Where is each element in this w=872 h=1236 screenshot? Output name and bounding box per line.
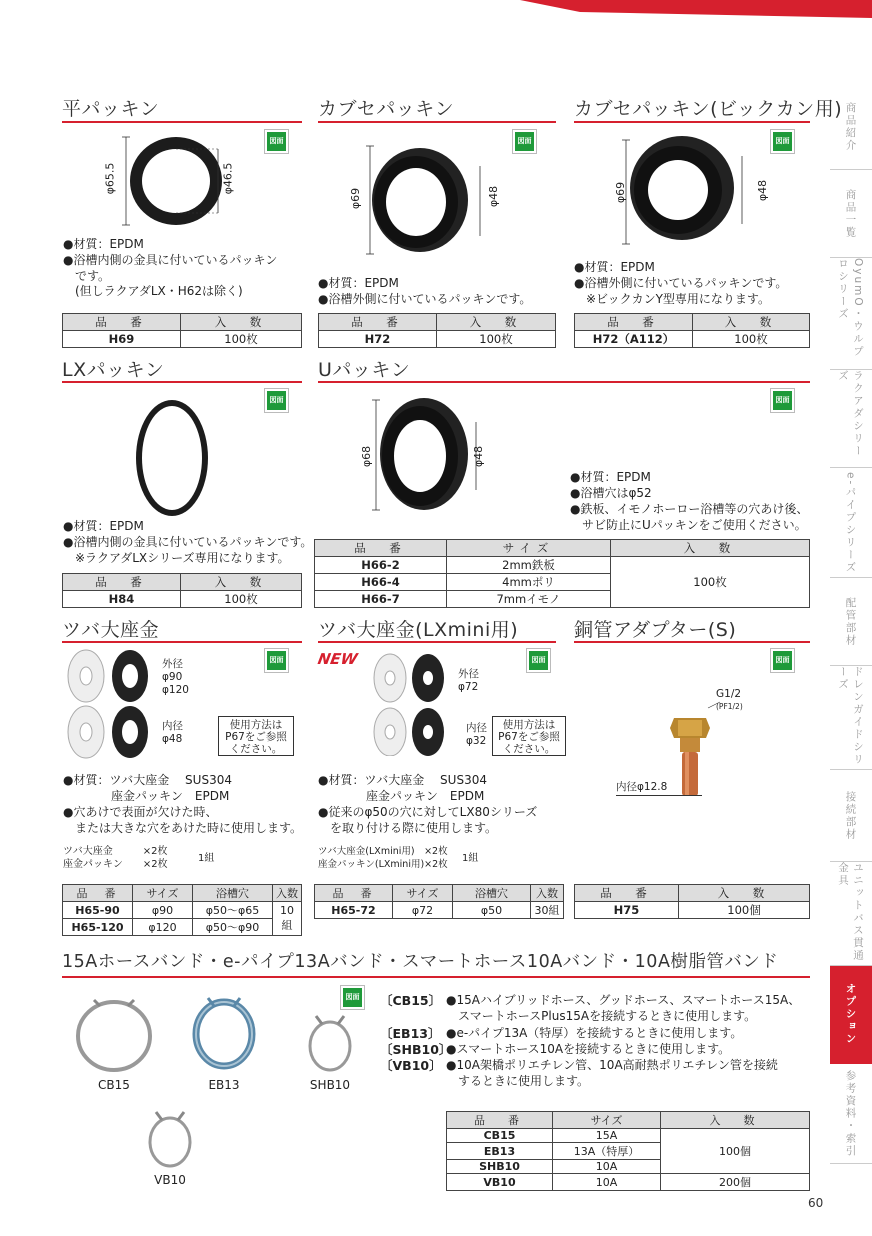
new-badge: NEW — [316, 650, 359, 668]
sidebar-item-product-intro[interactable]: 商品紹介 — [830, 84, 872, 170]
spec-table-u: 品 番 サイズ 入 数 H66-2 2mm鉄板 100枚 H66-4 4mmポリ H66-7 7mmイモノ — [314, 539, 810, 608]
sidebar-item-epipe[interactable]: e-パイプシリーズ — [830, 468, 872, 578]
page-number: 60 — [808, 1196, 824, 1210]
usage-note: 使用方法は P67をご参照 ください。 — [492, 716, 566, 756]
drawing-button[interactable]: 図面 — [770, 648, 795, 673]
section-title-tsuba: ツバ大座金 — [62, 619, 160, 641]
copper-adapter-image — [660, 700, 750, 810]
table-row: VB10 10A 200個 — [447, 1174, 810, 1191]
table-row: CB15 15A 100個 — [447, 1129, 810, 1143]
eb13-band-image — [186, 992, 262, 1076]
title-underline — [62, 381, 302, 383]
dim-outer: φ65.5 — [103, 162, 117, 195]
description-text: ●鉄板、イモノホーロー浴槽等の穴あけ後、 サビ防止にUパッキンをご使用ください。 — [570, 502, 809, 532]
sidebar-item-rakuada[interactable]: ラクアダシリーズ — [830, 370, 872, 468]
table-row: H72（A112） 100枚 — [575, 331, 810, 348]
sidebar-item-oyumo[interactable]: OyumO・ウルプロシリーズ — [830, 258, 872, 370]
material-text: ●材質：EPDM — [63, 519, 144, 533]
section-title-band: 15Aホースバンド・e-パイプ13Aバンド・スマートホース10Aバンド・10A樹脂管バンド — [62, 952, 779, 972]
inner-diameter-label: 内径 φ48 — [162, 720, 183, 745]
table-row: H75 100個 — [575, 902, 810, 919]
section-title-kabuse: カブセパッキン — [318, 98, 455, 120]
table-row: H66-4 4mmポリ — [315, 574, 810, 591]
table-row: H72 100枚 — [319, 331, 556, 348]
drawing-button[interactable]: 図面 — [340, 985, 365, 1010]
spec-table-lx: 品 番 入 数 H84 100枚 — [62, 573, 302, 608]
dim-inner: φ46.5 — [221, 162, 235, 195]
caption: VB10 — [154, 1173, 186, 1187]
table-row: EB13 13A（特厚） — [447, 1143, 810, 1160]
hole-text: ●浴槽穴はφ52 — [570, 486, 652, 500]
top-accent — [520, 0, 872, 18]
spec-table-hira: 品 番 入 数 H69 100枚 — [62, 313, 302, 348]
sidebar-item-unitbath[interactable]: ユニットバス貫通金具 — [830, 862, 872, 966]
spec-table-band: 品 番 サイズ 入 数 CB15 15A 100個 EB13 13A（特厚） SHB10 10A VB10 10A 200個 — [446, 1111, 810, 1191]
cb15-band-image — [64, 990, 164, 1074]
table-row: H69 100枚 — [63, 331, 302, 348]
drawing-button[interactable]: 図面 — [526, 648, 551, 673]
spec-table-adapter: 品 番 入 数 H75 100個 — [574, 884, 810, 919]
vb10-band-image — [140, 1108, 200, 1172]
spec-table-kabuse-big: 品 番 入 数 H72（A112） 100枚 — [574, 313, 810, 348]
section-title-u: Uパッキン — [318, 359, 411, 381]
drawing-button[interactable]: 図面 — [512, 129, 537, 154]
washer-lx-image — [370, 652, 460, 756]
cap-packing-big-image — [612, 130, 770, 250]
code-vb10: 〔VB10〕 — [380, 1058, 442, 1073]
inner-diameter-label: 内径φ12.8 — [616, 781, 668, 793]
title-underline — [318, 641, 556, 643]
washer-image — [66, 648, 166, 760]
material-text: ●材質：EPDM — [574, 260, 655, 274]
description-text: ●浴槽内側の金具に付いているパッキンです。 ※ラクアダLXシリーズ専用になります。 — [63, 535, 313, 565]
section-title-tsuba-lx: ツバ大座金(LXmini用) — [318, 619, 519, 641]
code-eb13: 〔EB13〕 — [380, 1026, 441, 1041]
lx-packing-image — [132, 396, 212, 520]
drawing-button[interactable]: 図面 — [770, 129, 795, 154]
spec-table-tsuba: 品 番 サイズ 浴槽穴 入数 H65-90 φ90 φ50〜φ65 10組 H65-120 φ120 φ50〜φ90 — [62, 884, 302, 936]
title-underline — [62, 641, 302, 643]
title-underline — [318, 381, 810, 383]
material-text: ●材質：EPDM — [570, 470, 651, 484]
description-text: ●浴槽外側に付いているパッキンです。 — [318, 292, 532, 306]
leader-line — [616, 795, 702, 796]
description-text: ●浴槽外側に付いているパッキンです。 ※ビックカンY型専用になります。 — [574, 276, 788, 306]
desc-vb10: ●10A架橋ポリエチレン管、10A高耐熱ポリエチレン管を接続 するときに使用します。 — [446, 1058, 778, 1088]
set-unit: 1組 — [198, 853, 215, 864]
material-text: ●材質：EPDM — [318, 276, 399, 290]
desc-cb15: ●15Aハイブリッドホース、グッドホース、スマートホース15A、 スマートホースPlus15Aを接続するときに使用します。 — [446, 993, 801, 1023]
spec-table-tsuba-lx: 品 番 サイズ 浴槽穴 入数 H65-72 φ72 φ50 30組 — [314, 884, 564, 919]
table-row: H66-2 2mm鉄板 100枚 — [315, 557, 810, 574]
table-row: H84 100枚 — [63, 591, 302, 608]
set-contents: ツバ大座金(LXmini用) ×2枚 座金パッキン(LXmini用)×2枚 — [318, 846, 448, 870]
title-underline — [318, 121, 556, 123]
thread-label: G1/2 — [716, 688, 742, 700]
code-cb15: 〔CB15〕 — [380, 993, 442, 1008]
description-text: ●穴あけで表面が欠けた時、 または大きな穴をあけた時に使用します。 — [63, 805, 303, 835]
dim-inner: φ48 — [756, 179, 770, 202]
dim-inner: φ48 — [487, 185, 501, 208]
section-title-kabuse-big: カブセパッキン(ビックカン用) — [574, 98, 843, 120]
title-underline — [62, 121, 302, 123]
shb10-band-image — [300, 1012, 360, 1074]
drawing-button[interactable]: 図面 — [264, 648, 289, 673]
usage-note: 使用方法は P67をご参照 ください。 — [218, 716, 294, 756]
caption: SHB10 — [309, 1078, 351, 1092]
sidebar-item-product-list[interactable]: 商品一覧 — [830, 170, 872, 258]
drawing-button[interactable]: 図面 — [770, 388, 795, 413]
table-row: H66-7 7mmイモノ — [315, 591, 810, 608]
inner-diameter-label: 内径 φ32 — [466, 722, 487, 747]
outer-diameter-label: 外径 φ72 — [458, 668, 479, 693]
sidebar-item-drain[interactable]: ドレンガイドシリーズ — [830, 666, 872, 770]
sidebar-item-connection[interactable]: 接続部材 — [830, 770, 872, 862]
table-row: H65-90 φ90 φ50〜φ65 10組 — [63, 902, 302, 919]
section-title-lx: LXパッキン — [62, 359, 165, 381]
cap-packing-image — [356, 136, 506, 260]
section-title-hira: 平パッキン — [62, 98, 160, 120]
table-row: H65-72 φ72 φ50 30組 — [315, 902, 564, 919]
caption: CB15 — [98, 1078, 130, 1092]
description-text: ●従来のφ50の穴に対してLX80シリーズ を取り付ける際に使用します。 — [318, 805, 538, 835]
material-text: ●材質：EPDM — [63, 237, 144, 251]
sidebar-item-option[interactable]: オプション — [830, 966, 872, 1064]
sidebar-item-reference[interactable]: 参考資料・索引 — [830, 1064, 872, 1164]
outer-diameter-label: 外径 φ90 φ120 — [162, 658, 189, 696]
code-shb10: 〔SHB10〕 — [380, 1042, 452, 1057]
table-row: H65-120 φ120 φ50〜φ90 — [63, 919, 302, 936]
title-underline — [574, 121, 810, 123]
desc-eb13: ●e-パイプ13A（特厚）を接続するときに使用します。 — [446, 1026, 743, 1040]
description-text: ●浴槽内側の金具に付いているパッキン です。 (但しラクアダLX・H62は除く) — [63, 253, 278, 298]
dim-inner: φ48 — [472, 445, 486, 468]
set-contents: ツバ大座金 ×2枚 座金パッキン ×2枚 — [63, 846, 168, 870]
spec-table-kabuse: 品 番 入 数 H72 100枚 — [318, 313, 556, 348]
title-underline — [574, 641, 810, 643]
desc-shb10: ●スマートホース10Aを接続するときに使用します。 — [446, 1042, 731, 1056]
set-unit: 1組 — [462, 853, 479, 864]
dim-outer: φ68 — [360, 445, 374, 468]
caption: EB13 — [208, 1078, 240, 1092]
sidebar-item-piping[interactable]: 配管部材 — [830, 578, 872, 666]
title-underline — [62, 976, 810, 978]
thread-sub-label: (PF1/2) — [716, 702, 743, 711]
dim-outer: φ69 — [349, 187, 363, 210]
table-row: SHB10 10A — [447, 1160, 810, 1174]
drawing-button[interactable]: 図面 — [264, 388, 289, 413]
drawing-button[interactable]: 図面 — [264, 129, 289, 154]
material-text: ●材質：ツバ大座金 SUS304 座金パッキン EPDM — [318, 773, 487, 803]
dim-outer: φ69 — [614, 181, 628, 204]
material-text: ●材質：ツバ大座金 SUS304 座金パッキン EPDM — [63, 773, 232, 803]
section-title-adapter: 銅管アダプター(S) — [574, 619, 737, 641]
